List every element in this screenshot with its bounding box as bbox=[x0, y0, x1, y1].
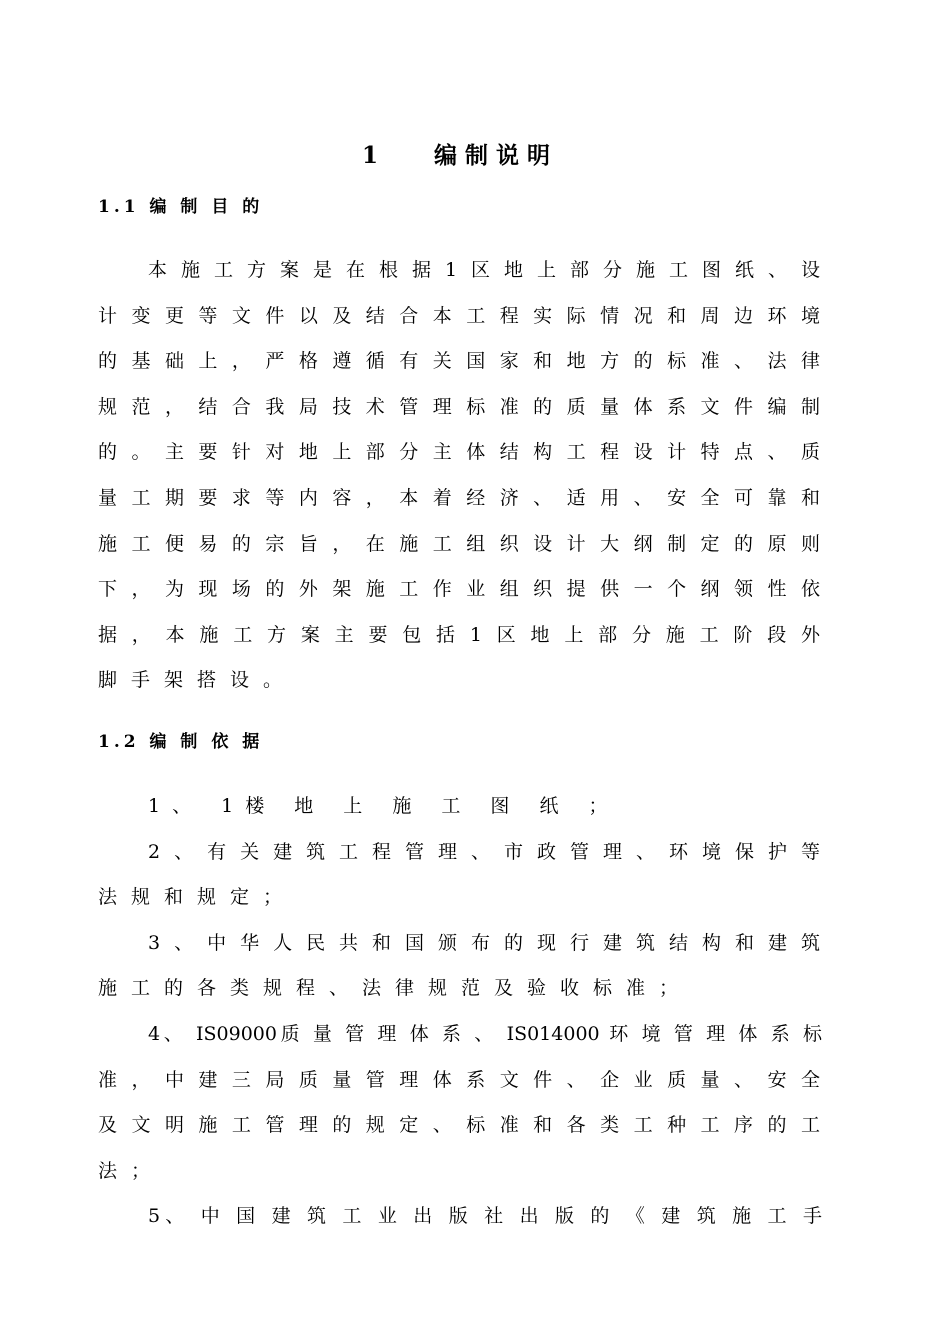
paragraph-line: 的基础上，严格遵循有关国家和地方的标准、法律 bbox=[98, 350, 822, 373]
purpose-paragraph bbox=[98, 248, 822, 704]
paragraph-line: 脚手架搭设。 bbox=[98, 669, 297, 692]
list-item-4-line: 4、 IS09000质 量 管 理 体 系 、 IS014000 环 境 管 理 体 系 标 bbox=[148, 1022, 822, 1045]
paragraph-line: 施工便易的宗旨，在施工组织设计大纲制定的原则 bbox=[98, 532, 822, 555]
paragraph-line: 量工期要求等内容，本着经济、适用、安全可靠和 bbox=[98, 486, 822, 509]
paragraph-line: 本施工方案是在根据1区地上部分施工图纸、设 bbox=[148, 259, 822, 281]
chapter-title: 1 编制说明 bbox=[361, 142, 559, 169]
list-item-4-line: 及文明施工管理的规定、标准和各类工种工序的工 bbox=[98, 1114, 822, 1137]
list-item-4-line: 准，中建三局质量管理体系文件、企业质量、安全 bbox=[98, 1068, 822, 1091]
list-item-4-line: 法； bbox=[98, 1159, 165, 1182]
section-heading-purpose: 1.1 编 制 目 的 bbox=[98, 197, 264, 217]
document-page bbox=[98, 0, 822, 1344]
list-item-1: 1、 1楼 地 上 施 工 图 纸 ； bbox=[148, 795, 620, 817]
list-item-5-line: 5、 中 国 建 筑 工 业 出 版 社 出 版 的 《 建 筑 施 工 手 bbox=[148, 1205, 822, 1228]
list-item-2-line: 2、有关建筑工程管理、市政管理、环境保护等 bbox=[148, 840, 822, 863]
paragraph-line: 下，为现场的外架施工作业组织提供一个纲领性依 bbox=[98, 578, 822, 601]
basis-list bbox=[98, 784, 822, 1240]
list-item-3-line: 3、中华人民共和国颁布的现行建筑结构和建筑 bbox=[148, 931, 822, 954]
paragraph-line: 据，本施工方案主要包括1区地上部分施工阶段外 bbox=[98, 623, 822, 646]
list-item-2-line: 法规和规定； bbox=[98, 886, 297, 909]
list-item-3-line: 施工的各类规程、法律规范及验收标准； bbox=[98, 977, 693, 1000]
section-heading-basis: 1.2 编 制 依 据 bbox=[98, 732, 264, 752]
paragraph-line: 规范，结合我局技术管理标准的质量体系文件编制 bbox=[98, 395, 822, 418]
paragraph-line: 的。主要针对地上部分主体结构工程设计特点、质 bbox=[98, 441, 822, 464]
paragraph-line: 计变更等文件以及结合本工程实际情况和周边环境 bbox=[98, 304, 822, 327]
